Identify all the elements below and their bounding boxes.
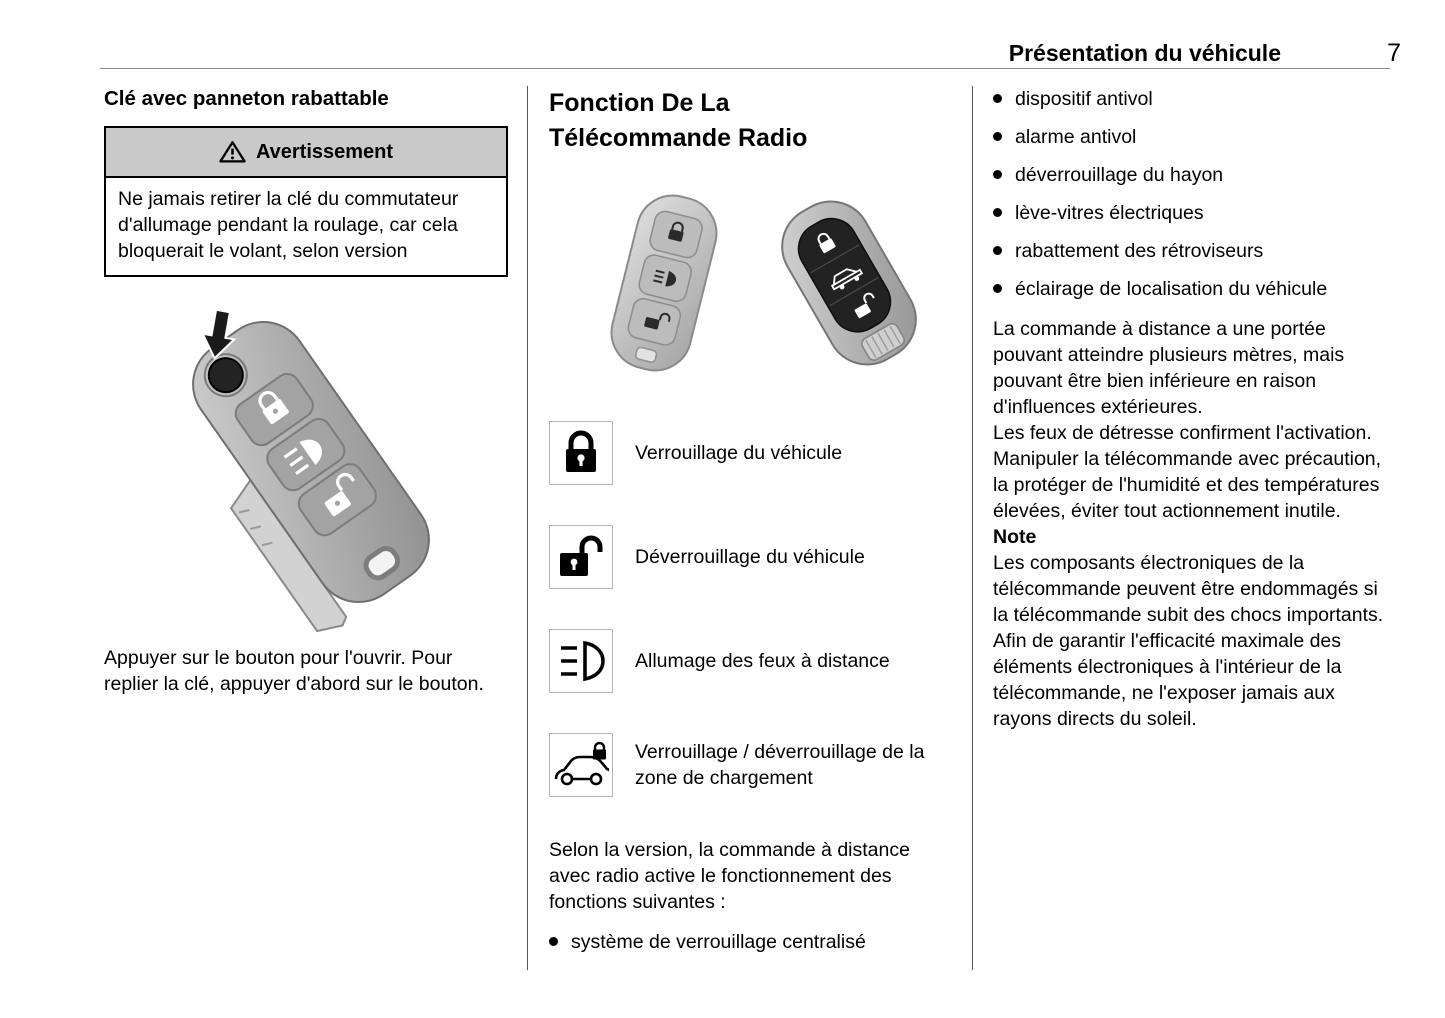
function-row-unlock: [549, 525, 949, 589]
cargo-lock-icon: [549, 733, 613, 797]
bullet-icon: [993, 208, 1002, 217]
middle-bullet-list: [549, 929, 949, 955]
bullet-icon: [993, 246, 1002, 255]
warning-triangle-icon: [219, 140, 246, 164]
warning-text: Ne jamais retirer la clé du commutateur d'allumage pendant la roulage, car cela bloquerait le volant, selon version: [106, 178, 506, 275]
list-item: [993, 200, 1389, 226]
list-item: [993, 238, 1389, 264]
remote-intro-paragraph: Selon la version, la commande à distance avec radio active le fonctionnement des fonctions suivantes :: [549, 839, 910, 913]
list-item-text: déverrouillage du hayon: [1015, 164, 1224, 186]
function-row-headlights: [549, 629, 949, 693]
bullet-icon: [993, 284, 1002, 293]
page-title: Présentation du véhicule: [1008, 40, 1281, 66]
remote-notes-text: [993, 316, 1389, 732]
right-bullet-list: [993, 86, 1389, 302]
list-item-text: lève-vitres électriques: [1015, 202, 1204, 224]
list-item: [993, 162, 1389, 188]
list-item: [993, 124, 1389, 150]
function-row-lock: [549, 421, 949, 485]
header-rule: [100, 68, 1390, 69]
list-item-text: rabattement des rétroviseurs: [1015, 240, 1264, 262]
left-column: [104, 86, 508, 697]
paragraph: Les composants électroniques de la télécommande peuvent être endommagés si la télécommande subit des chocs importants.: [993, 552, 1384, 626]
remote-right: [768, 187, 931, 379]
function-label: Allumage des feux à distance: [635, 650, 890, 672]
bullet-icon: [549, 937, 558, 946]
bullet-icon: [993, 94, 1002, 103]
list-item-text: alarme antivol: [1015, 126, 1137, 148]
bullet-icon: [993, 170, 1002, 179]
middle-column: [549, 86, 949, 967]
page-number: 7: [1387, 39, 1401, 67]
lock-open-icon: [549, 525, 613, 589]
bullet-icon: [993, 132, 1002, 141]
warning-header: [106, 128, 506, 178]
flip-key-image: [104, 297, 508, 639]
remotes-illustration: [549, 178, 969, 388]
function-label: Verrouillage / déverrouillage de la zone de chargement: [635, 741, 925, 789]
column-divider: [972, 86, 973, 970]
paragraph: Afin de garantir l'efficacité maximale des éléments électroniques à l'intérieur de la télécommande, ne l'exposer jamais aux rayons directs du soleil.: [993, 630, 1342, 730]
list-item: [993, 86, 1389, 112]
heading-remote-function: Fonction De La Télécommande Radio: [549, 89, 808, 152]
right-column: [993, 86, 1389, 732]
list-item: [549, 929, 949, 955]
paragraph: Manipuler la télécommande avec précaution, la protéger de l'humidité et des températures élevées, éviter tout actionnement inutile.: [993, 448, 1382, 522]
flip-key-illustration: [111, 297, 501, 632]
list-item-text: système de verrouillage centralisé: [571, 931, 866, 953]
remote-function-list: [549, 421, 949, 797]
lock-closed-icon: [549, 421, 613, 485]
function-row-cargo: [549, 733, 949, 797]
paragraph: Les feux de détresse confirment l'activation.: [993, 422, 1372, 444]
column-divider: [527, 86, 528, 970]
function-label: Verrouillage du véhicule: [635, 442, 843, 464]
key-caption: Appuyer sur le bouton pour l'ouvrir. Pour replier la clé, appuyer d'abord sur le bouton.: [104, 646, 484, 695]
list-item-text: éclairage de localisation du véhicule: [1015, 278, 1328, 300]
function-label: Déverrouillage du véhicule: [635, 546, 865, 568]
list-item-text: dispositif antivol: [1015, 88, 1153, 110]
note-label: Note: [993, 526, 1037, 548]
remotes-image: [549, 178, 949, 395]
paragraph: La commande à distance a une portée pouvant atteindre plusieurs mètres, mais pouvant être bien inférieure en raison d'influences extérieures.: [993, 318, 1345, 418]
remote-left: [604, 188, 724, 378]
warning-box: [104, 126, 508, 277]
warning-title: Avertissement: [255, 140, 394, 163]
list-item: [993, 276, 1389, 302]
heading-flip-key: Clé avec panneton rabattable: [104, 87, 389, 110]
headlights-icon: [549, 629, 613, 693]
